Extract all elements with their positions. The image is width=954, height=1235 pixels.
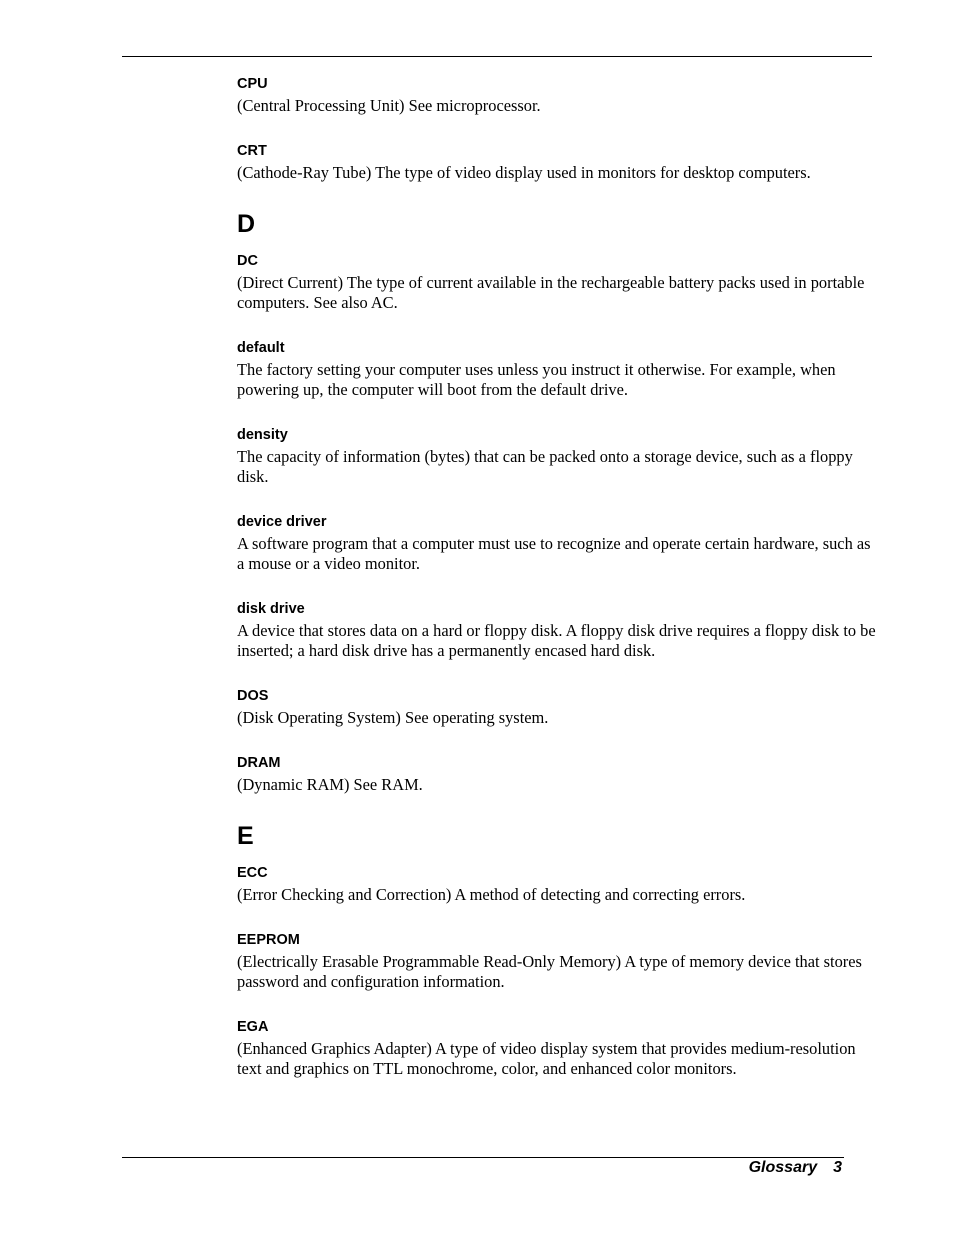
footer-label: Glossary	[748, 1159, 818, 1176]
glossary-content	[237, 75, 877, 1105]
glossary-term: EGA	[237, 1019, 269, 1035]
glossary-entry	[237, 75, 877, 116]
glossary-term: CRT	[237, 143, 267, 159]
glossary-definition: The capacity of information (bytes) that can be packed onto a storage device, such as a floppy disk.	[237, 447, 853, 486]
page-number: 3	[833, 1159, 842, 1176]
glossary-term: EEPROM	[237, 932, 300, 948]
section-heading-d: D	[237, 210, 256, 238]
glossary-definition: The factory setting your computer uses unless you instruct it otherwise. For example, when powering up, the computer will boot from the default drive.	[237, 360, 836, 399]
glossary-entry	[237, 252, 877, 313]
glossary-term: DOS	[237, 688, 269, 704]
glossary-definition: (Error Checking and Correction) A method of detecting and correcting errors.	[237, 885, 746, 904]
glossary-definition: A device that stores data on a hard or floppy disk. A floppy disk drive requires a floppy disk to be inserted; a hard disk drive has a permanently encased hard disk.	[237, 621, 876, 660]
header-rule	[122, 56, 872, 57]
glossary-entry	[237, 513, 877, 574]
glossary-term: default	[237, 340, 285, 356]
glossary-definition: (Direct Current) The type of current available in the rechargeable battery packs used in portable computers. See also AC.	[237, 273, 865, 312]
glossary-entry	[237, 600, 877, 661]
glossary-entry	[237, 142, 877, 183]
glossary-definition: (Cathode-Ray Tube) The type of video display used in monitors for desktop computers.	[237, 163, 811, 182]
glossary-term: DC	[237, 253, 258, 269]
glossary-term: ECC	[237, 865, 268, 881]
glossary-definition: (Dynamic RAM) See RAM.	[237, 775, 423, 794]
page-footer	[749, 1159, 842, 1177]
glossary-term: DRAM	[237, 755, 281, 771]
glossary-definition: (Electrically Erasable Programmable Read-Only Memory) A type of memory device that stores password and configuration information.	[237, 952, 862, 991]
glossary-entry	[237, 1018, 877, 1079]
footer-rule	[122, 1157, 844, 1158]
glossary-entry	[237, 426, 877, 487]
glossary-entry	[237, 864, 877, 905]
glossary-term: CPU	[237, 76, 268, 92]
glossary-entry	[237, 687, 877, 728]
glossary-definition: (Disk Operating System) See operating system.	[237, 708, 549, 727]
glossary-definition: (Central Processing Unit) See microprocessor.	[237, 96, 541, 115]
section-heading-e: E	[237, 822, 254, 850]
glossary-definition: A software program that a computer must use to recognize and operate certain hardware, such as a mouse or a video monitor.	[237, 534, 871, 573]
glossary-definition: (Enhanced Graphics Adapter) A type of video display system that provides medium-resolution text and graphics on TTL monochrome, color, and enhanced color monitors.	[237, 1039, 856, 1078]
glossary-entry	[237, 339, 877, 400]
glossary-term: disk drive	[237, 601, 305, 617]
glossary-term: density	[237, 427, 288, 443]
glossary-entry	[237, 754, 877, 795]
glossary-term: device driver	[237, 514, 327, 530]
glossary-entry	[237, 931, 877, 992]
